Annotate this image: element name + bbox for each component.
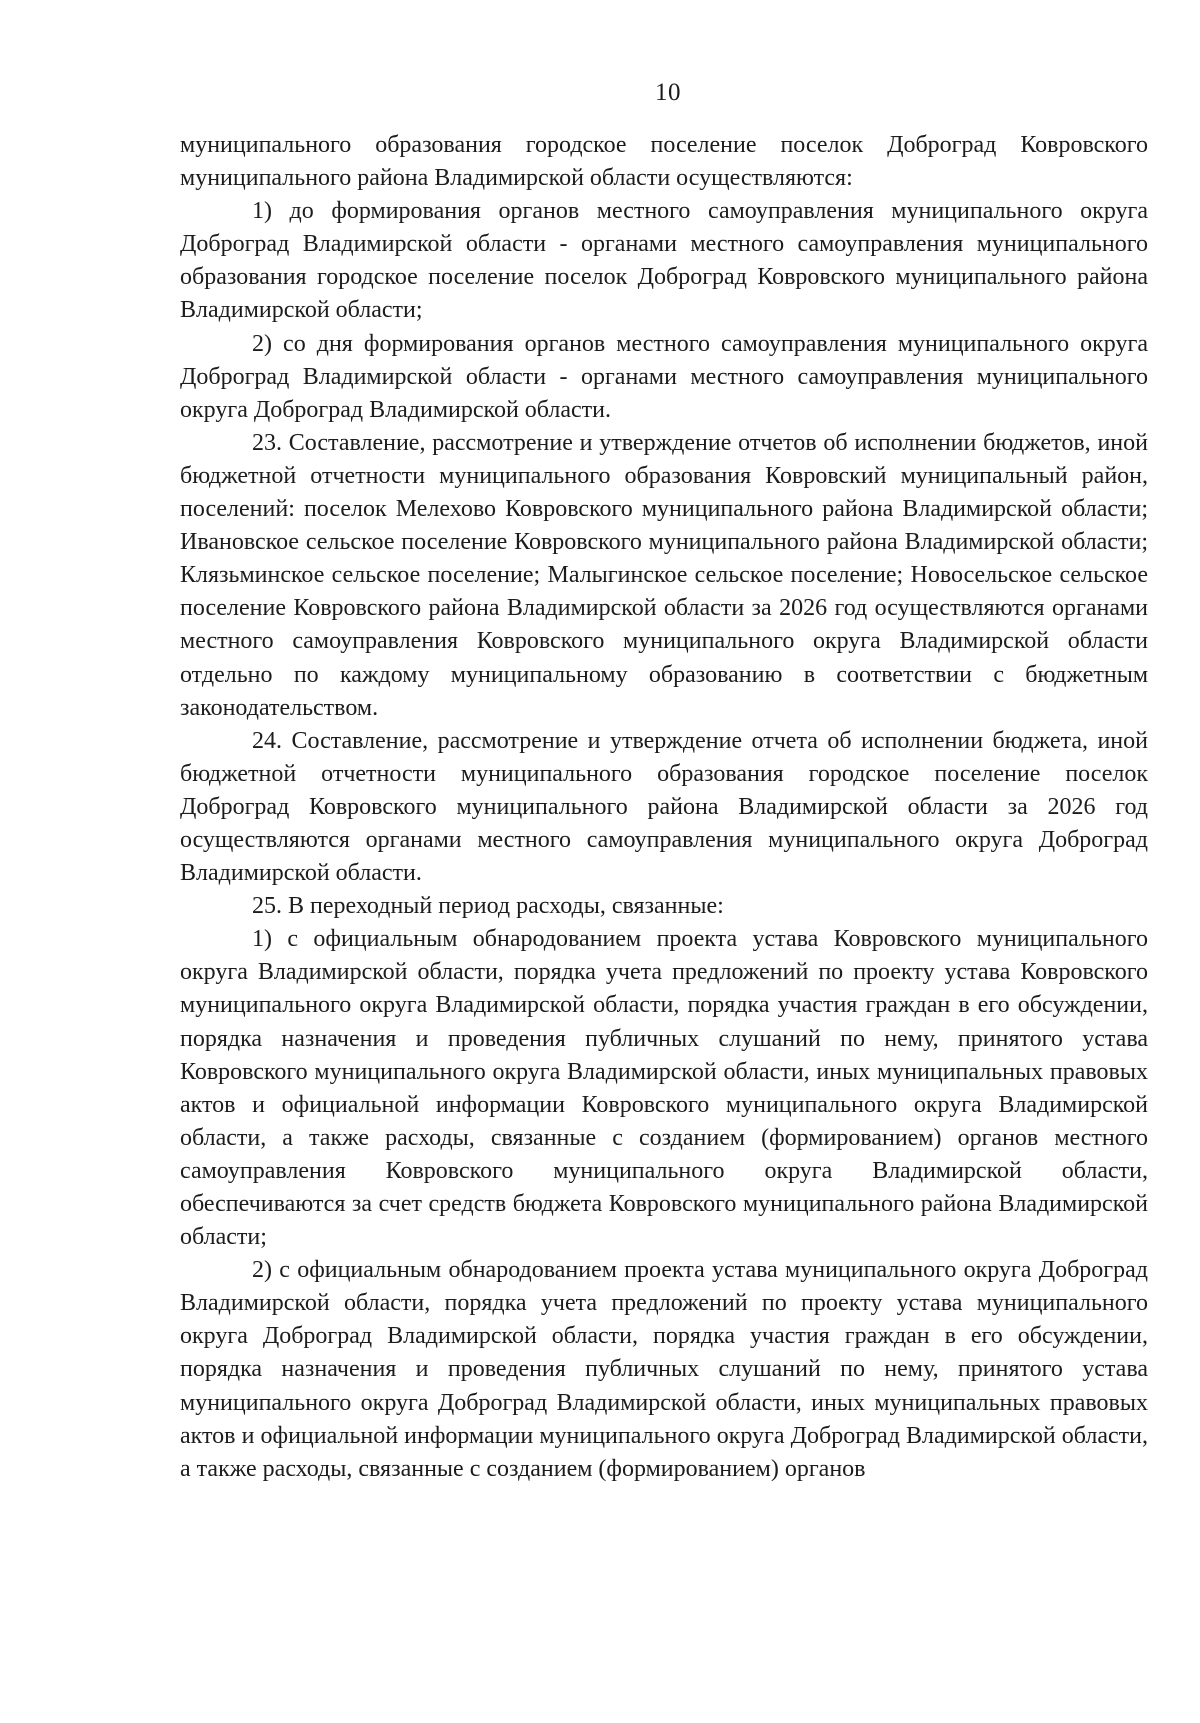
paragraph-clause-25-item-2: 2) с официальным обнародованием проекта устава муниципального округа Доброград Владимирской области, порядка учета предложений по проекту устава муниципального округа Доброград Владимирской области, порядка участия граждан в его обсуждении, порядка назначения и проведения публичных слушаний по нему, принятого устава муниципального округа Доброград Владимирской области, иных муниципальных правовых актов и официальной информации муниципального округа Доброград Владимирской области, а также расходы, связанные с созданием (формированием) органов [180, 1257, 1148, 1482]
paragraph-item-1: 1) до формирования органов местного самоуправления муниципального округа Доброград Владимирской области - органами местного самоуправления муниципального образования городское поселение поселок Доброград Ковровского муниципального района Владимирской области; [180, 198, 1148, 324]
paragraph-clause-25: 25. В переходный период расходы, связанные: [252, 893, 724, 920]
document-body [180, 129, 1148, 1486]
paragraph-clause-23: 23. Составление, рассмотрение и утверждение отчетов об исполнении бюджетов, иной бюджетной отчетности муниципального образования Ковровский муниципальный район, поселений: поселок Мелехово Ковровского муниципального района Владимирской области; Ивановское сельское поселение Ковровского муниципального района Владимирской области; Клязьминское сельское поселение; Малыгинское сельское поселение; Новосельское сельское поселение Ковровского района Владимирской области за 2026 год осуществляются органами местного самоуправления Ковровского муниципального округа Владимирской области отдельно по каждому муниципальному образованию в соответствии с бюджетным законодательством. [180, 429, 1148, 721]
page-number: 10 [655, 79, 681, 106]
paragraph-item-2: 2) со дня формирования органов местного самоуправления муниципального округа Доброград Владимирской области - органами местного самоуправления муниципального округа Доброград Владимирской области. [180, 330, 1148, 423]
paragraph-clause-24: 24. Составление, рассмотрение и утверждение отчета об исполнении бюджета, иной бюджетной отчетности муниципального образования городское поселение поселок Доброград Ковровского муниципального района Владимирской области за 2026 год осуществляются органами местного самоуправления муниципального округа Доброград Владимирской области. [180, 727, 1148, 887]
paragraph-clause-25-item-1: 1) с официальным обнародованием проекта устава Ковровского муниципального округа Владимирской области, порядка учета предложений по проекту устава Ковровского муниципального округа Владимирской области, порядка участия граждан в его обсуждении, порядка назначения и проведения публичных слушаний по нему, принятого устава Ковровского муниципального округа Владимирской области, иных муниципальных правовых актов и официальной информации Ковровского муниципального округа Владимирской области, а также расходы, связанные с созданием (формированием) органов местного самоуправления Ковровского муниципального округа Владимирской области, обеспечиваются за счет средств бюджета Ковровского муниципального района Владимирской области; [180, 926, 1148, 1251]
paragraph-continuation: муниципального образования городское поселение поселок Доброград Ковровского муниципального района Владимирской области осуществляются: [180, 132, 1148, 192]
